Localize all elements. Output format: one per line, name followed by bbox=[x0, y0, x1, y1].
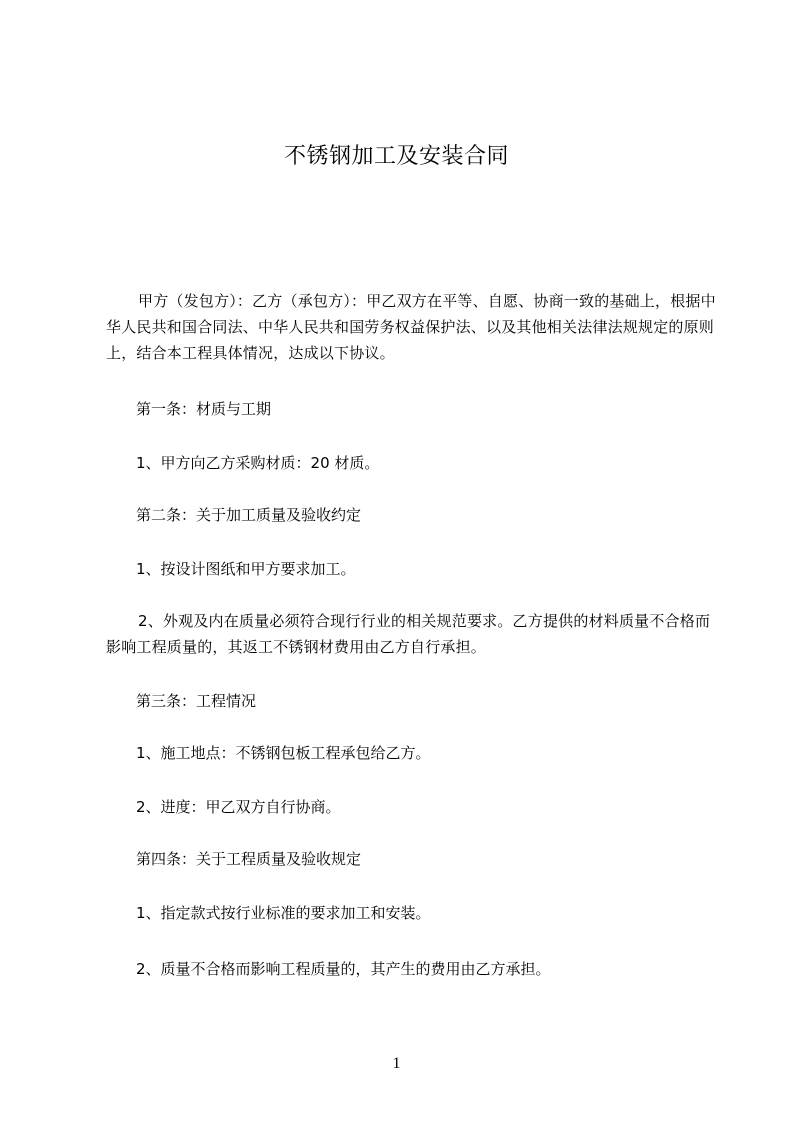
article-2-item-2: 2、外观及内在质量必须符合现行行业的相关规范要求。乙方提供的材料质量不合格而影响工程质量的，其返工不锈钢材费用由乙方自行承担。 bbox=[106, 612, 711, 656]
intro-paragraph: 甲方（发包方）：乙方（承包方）：甲乙双方在平等、自愿、协商一致的基础上，根据中华人民共和国合同法、中华人民共和国劳务权益保护法、以及其他相关法律法规规定的原则上，结合本工程具体情况，达成以下协议。 bbox=[106, 292, 716, 362]
article-3-heading: 第三条：工程情况 bbox=[136, 692, 257, 710]
article-4-item-1: 1、指定款式按行业标准的要求加工和安装。 bbox=[136, 904, 431, 922]
article-2-item-1: 1、按设计图纸和甲方要求加工。 bbox=[136, 560, 356, 578]
article-4-item-2: 2、质量不合格而影响工程质量的，其产生的费用由乙方承担。 bbox=[136, 960, 551, 978]
document-title: 不锈钢加工及安装合同 bbox=[283, 144, 509, 169]
article-2-heading: 第二条：关于加工质量及验收约定 bbox=[136, 506, 362, 524]
article-1-heading: 第一条：材质与工期 bbox=[136, 400, 272, 418]
article-3-item-1: 1、施工地点：不锈钢包板工程承包给乙方。 bbox=[136, 744, 431, 762]
article-3-item-2: 2、进度：甲乙双方自行协商。 bbox=[136, 798, 341, 816]
article-1-item-1: 1、甲方向乙方采购材质：20 材质。 bbox=[136, 454, 380, 472]
page-number: 1 bbox=[392, 1055, 401, 1072]
article-4-heading: 第四条：关于工程质量及验收规定 bbox=[136, 850, 362, 868]
